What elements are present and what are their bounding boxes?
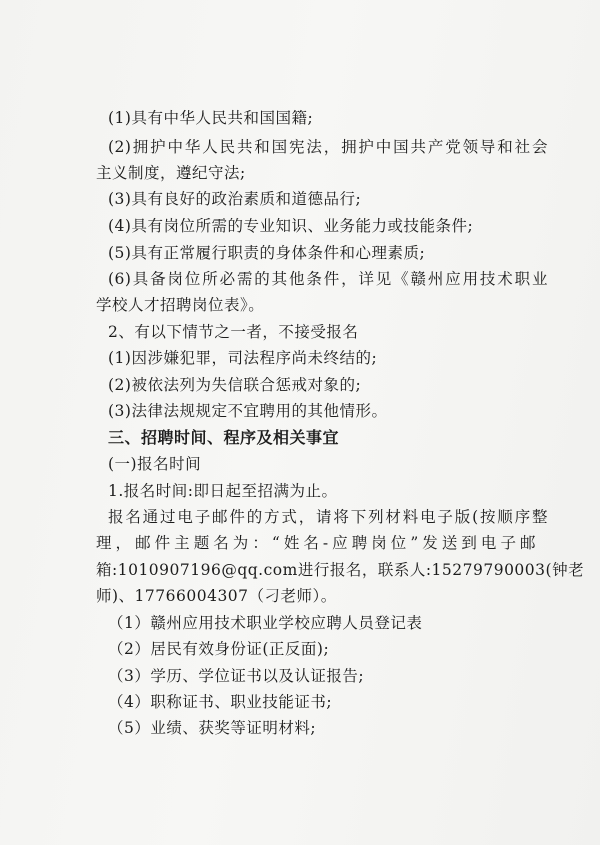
condition-2-line-1: (2)拥护中华人民共和国宪法，拥护中国共产党领导和社会 bbox=[108, 138, 548, 156]
registration-method-line-4: 师)、17766004307（刁老师）。 bbox=[96, 587, 337, 605]
registration-time: 1.报名时间:即日起至招满为止。 bbox=[108, 482, 338, 500]
registration-method-line-2: 理，邮件主题名为：“姓名-应聘岗位”发送到电子邮 bbox=[96, 534, 536, 552]
condition-2-line-2: 主义制度，遵纪守法; bbox=[96, 164, 246, 182]
material-4: （4）职称证书、职业技能证书; bbox=[108, 693, 333, 711]
material-3: （3）学历、学位证书以及认证报告; bbox=[108, 667, 365, 685]
material-2: （2）居民有效身份证(正反面); bbox=[108, 640, 330, 658]
condition-6-line-2: 学校人才招聘岗位表》。 bbox=[96, 296, 265, 314]
condition-3: (3)具有良好的政治素质和道德品行; bbox=[108, 190, 362, 208]
section-3-heading: 三、招聘时间、程序及相关事宜 bbox=[108, 428, 340, 447]
exclusion-2: (2)被依法列为失信联合惩戒对象的; bbox=[108, 376, 362, 394]
subsection-registration-time: (一)报名时间 bbox=[108, 455, 202, 473]
registration-method-line-1: 报名通过电子邮件的方式，请将下列材料电子版(按顺序整 bbox=[108, 508, 548, 526]
material-1: （1）赣州应用技术职业学校应聘人员登记表 bbox=[108, 614, 423, 632]
condition-6-line-1: (6)具备岗位所必需的其他条件，详见《赣州应用技术职业 bbox=[108, 270, 548, 288]
condition-1: (1)具有中华人民共和国国籍; bbox=[108, 109, 314, 127]
condition-5: (5)具有正常履行职责的身体条件和心理素质; bbox=[108, 244, 426, 262]
exclusion-heading: 2、有以下情节之一者，不接受报名 bbox=[108, 323, 359, 341]
exclusion-3: (3)法律法规规定不宜聘用的其他情形。 bbox=[108, 402, 388, 420]
exclusion-1: (1)因涉嫌犯罪，司法程序尚未终结的; bbox=[108, 349, 378, 367]
registration-method-line-3: 箱:1010907196@qq.com进行报名，联系人:15279790003(钟老 bbox=[96, 561, 585, 579]
condition-4: (4)具有岗位所需的专业知识、业务能力或技能条件; bbox=[108, 217, 474, 235]
material-5: （5）业绩、获奖等证明材料; bbox=[108, 719, 317, 737]
